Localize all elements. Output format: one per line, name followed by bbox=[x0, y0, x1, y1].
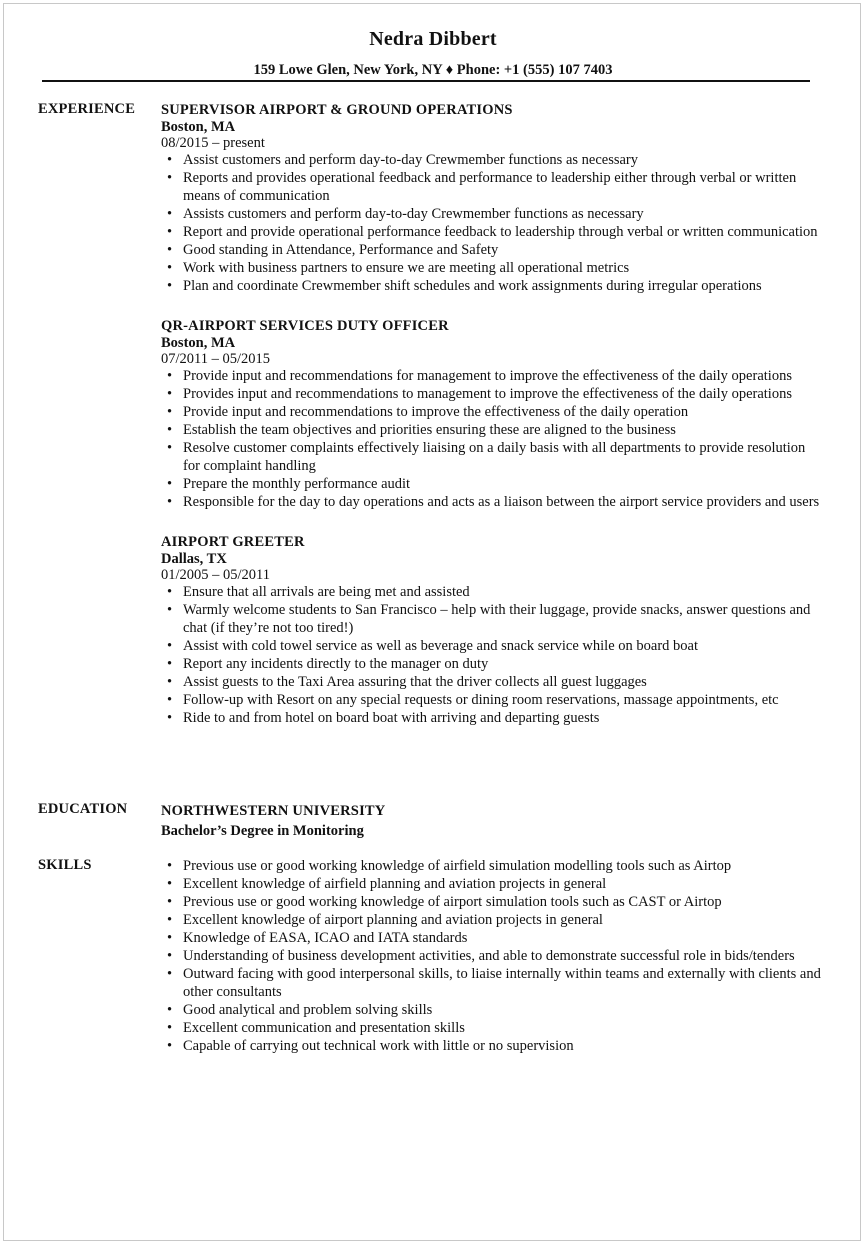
job-dates: 07/2011 – 05/2015 bbox=[161, 351, 271, 367]
job-title: SUPERVISOR AIRPORT & GROUND OPERATIONS bbox=[161, 102, 513, 118]
experience-body bbox=[161, 101, 821, 749]
bullet-item: • Ride to and from hotel on board boat with arriving and departing guests bbox=[161, 709, 821, 727]
bullet-item: • Report any incidents directly to the manager on duty bbox=[161, 655, 821, 673]
job-bullets bbox=[161, 583, 821, 727]
bullet-item: • Good standing in Attendance, Performance and Safety bbox=[161, 241, 821, 259]
job-location: Boston, MA bbox=[161, 335, 236, 351]
job-bullets bbox=[161, 367, 821, 511]
job-bullets bbox=[161, 151, 821, 295]
skill-item: • Knowledge of EASA, ICAO and IATA standards bbox=[161, 929, 821, 947]
job-title: AIRPORT GREETER bbox=[161, 534, 305, 550]
degree-name: Bachelor’s Degree in Monitoring bbox=[161, 823, 364, 839]
bullet-item: • Ensure that all arrivals are being met and assisted bbox=[161, 583, 821, 601]
job-location: Boston, MA bbox=[161, 119, 236, 135]
skill-item: • Previous use or good working knowledge of airport simulation tools such as CAST or Airtop bbox=[161, 893, 821, 911]
skill-item: • Excellent knowledge of airfield planning and aviation projects in general bbox=[161, 875, 821, 893]
bullet-item: • Provide input and recommendations to improve the effectiveness of the daily operation bbox=[161, 403, 821, 421]
bullet-item: • Plan and coordinate Crewmember shift schedules and work assignments during irregular operations bbox=[161, 277, 821, 295]
skill-item: • Understanding of business development activities, and able to demonstrate successful role in bids/tenders bbox=[161, 947, 821, 965]
bullet-item: • Provide input and recommendations for management to improve the effectiveness of the daily operations bbox=[161, 367, 821, 385]
candidate-name: Nedra Dibbert bbox=[369, 28, 497, 50]
skill-item: • Excellent communication and presentation skills bbox=[161, 1019, 821, 1037]
job-title: QR-AIRPORT SERVICES DUTY OFFICER bbox=[161, 318, 449, 334]
skill-item: • Outward facing with good interpersonal skills, to liaise internally within teams and externally with clients and other consultants bbox=[161, 965, 821, 1001]
contact-line: 159 Lowe Glen, New York, NY ♦ Phone: +1 (555) 107 7403 bbox=[253, 62, 613, 78]
bullet-item: • Resolve customer complaints effectively liaising on a daily basis with all departments to provide resolution for complaint handling bbox=[161, 439, 821, 475]
job-dates: 08/2015 – present bbox=[161, 135, 265, 151]
section-title-education: EDUCATION bbox=[38, 801, 128, 817]
section-title-experience: EXPERIENCE bbox=[38, 101, 136, 117]
bullet-item: • Provides input and recommendations to management to improve the effectiveness of the daily operations bbox=[161, 385, 821, 403]
skill-item: • Good analytical and problem solving skills bbox=[161, 1001, 821, 1019]
job-entry bbox=[161, 317, 821, 511]
job-entry bbox=[161, 101, 821, 295]
bullet-item: • Assist with cold towel service as well as beverage and snack service while on board boat bbox=[161, 637, 821, 655]
bullet-item: • Responsible for the day to day operations and acts as a liaison between the airport service providers and users bbox=[161, 493, 821, 511]
bullet-item: • Report and provide operational performance feedback to leadership through verbal or written communication bbox=[161, 223, 821, 241]
header-divider bbox=[42, 80, 810, 82]
bullet-item: • Follow-up with Resort on any special requests or dining room reservations, massage appointments, etc bbox=[161, 691, 821, 709]
education-body bbox=[161, 801, 821, 841]
skill-item: • Previous use or good working knowledge of airfield simulation modelling tools such as Airtop bbox=[161, 857, 821, 875]
job-location: Dallas, TX bbox=[161, 551, 227, 567]
skill-item: • Capable of carrying out technical work with little or no supervision bbox=[161, 1037, 821, 1055]
bullet-item: • Prepare the monthly performance audit bbox=[161, 475, 821, 493]
skills-body bbox=[161, 857, 821, 1055]
bullet-item: • Assist guests to the Taxi Area assuring that the driver collects all guest luggages bbox=[161, 673, 821, 691]
bullet-item: • Warmly welcome students to San Francisco – help with their luggage, provide snacks, answer questions and chat (if they’re not too tired!) bbox=[161, 601, 821, 637]
bullet-item: • Reports and provides operational feedback and performance to leadership either through verbal or written means of communication bbox=[161, 169, 821, 205]
skill-item: • Excellent knowledge of airport planning and aviation projects in general bbox=[161, 911, 821, 929]
skills-list bbox=[161, 857, 821, 1055]
job-entry bbox=[161, 533, 821, 727]
bullet-item: • Assist customers and perform day-to-day Crewmember functions as necessary bbox=[161, 151, 821, 169]
school-name: NORTHWESTERN UNIVERSITY bbox=[161, 803, 386, 819]
job-dates: 01/2005 – 05/2011 bbox=[161, 567, 271, 583]
bullet-item: • Work with business partners to ensure we are meeting all operational metrics bbox=[161, 259, 821, 277]
bullet-item: • Assists customers and perform day-to-day Crewmember functions as necessary bbox=[161, 205, 821, 223]
bullet-item: • Establish the team objectives and priorities ensuring these are aligned to the business bbox=[161, 421, 821, 439]
section-title-skills: SKILLS bbox=[38, 857, 92, 873]
